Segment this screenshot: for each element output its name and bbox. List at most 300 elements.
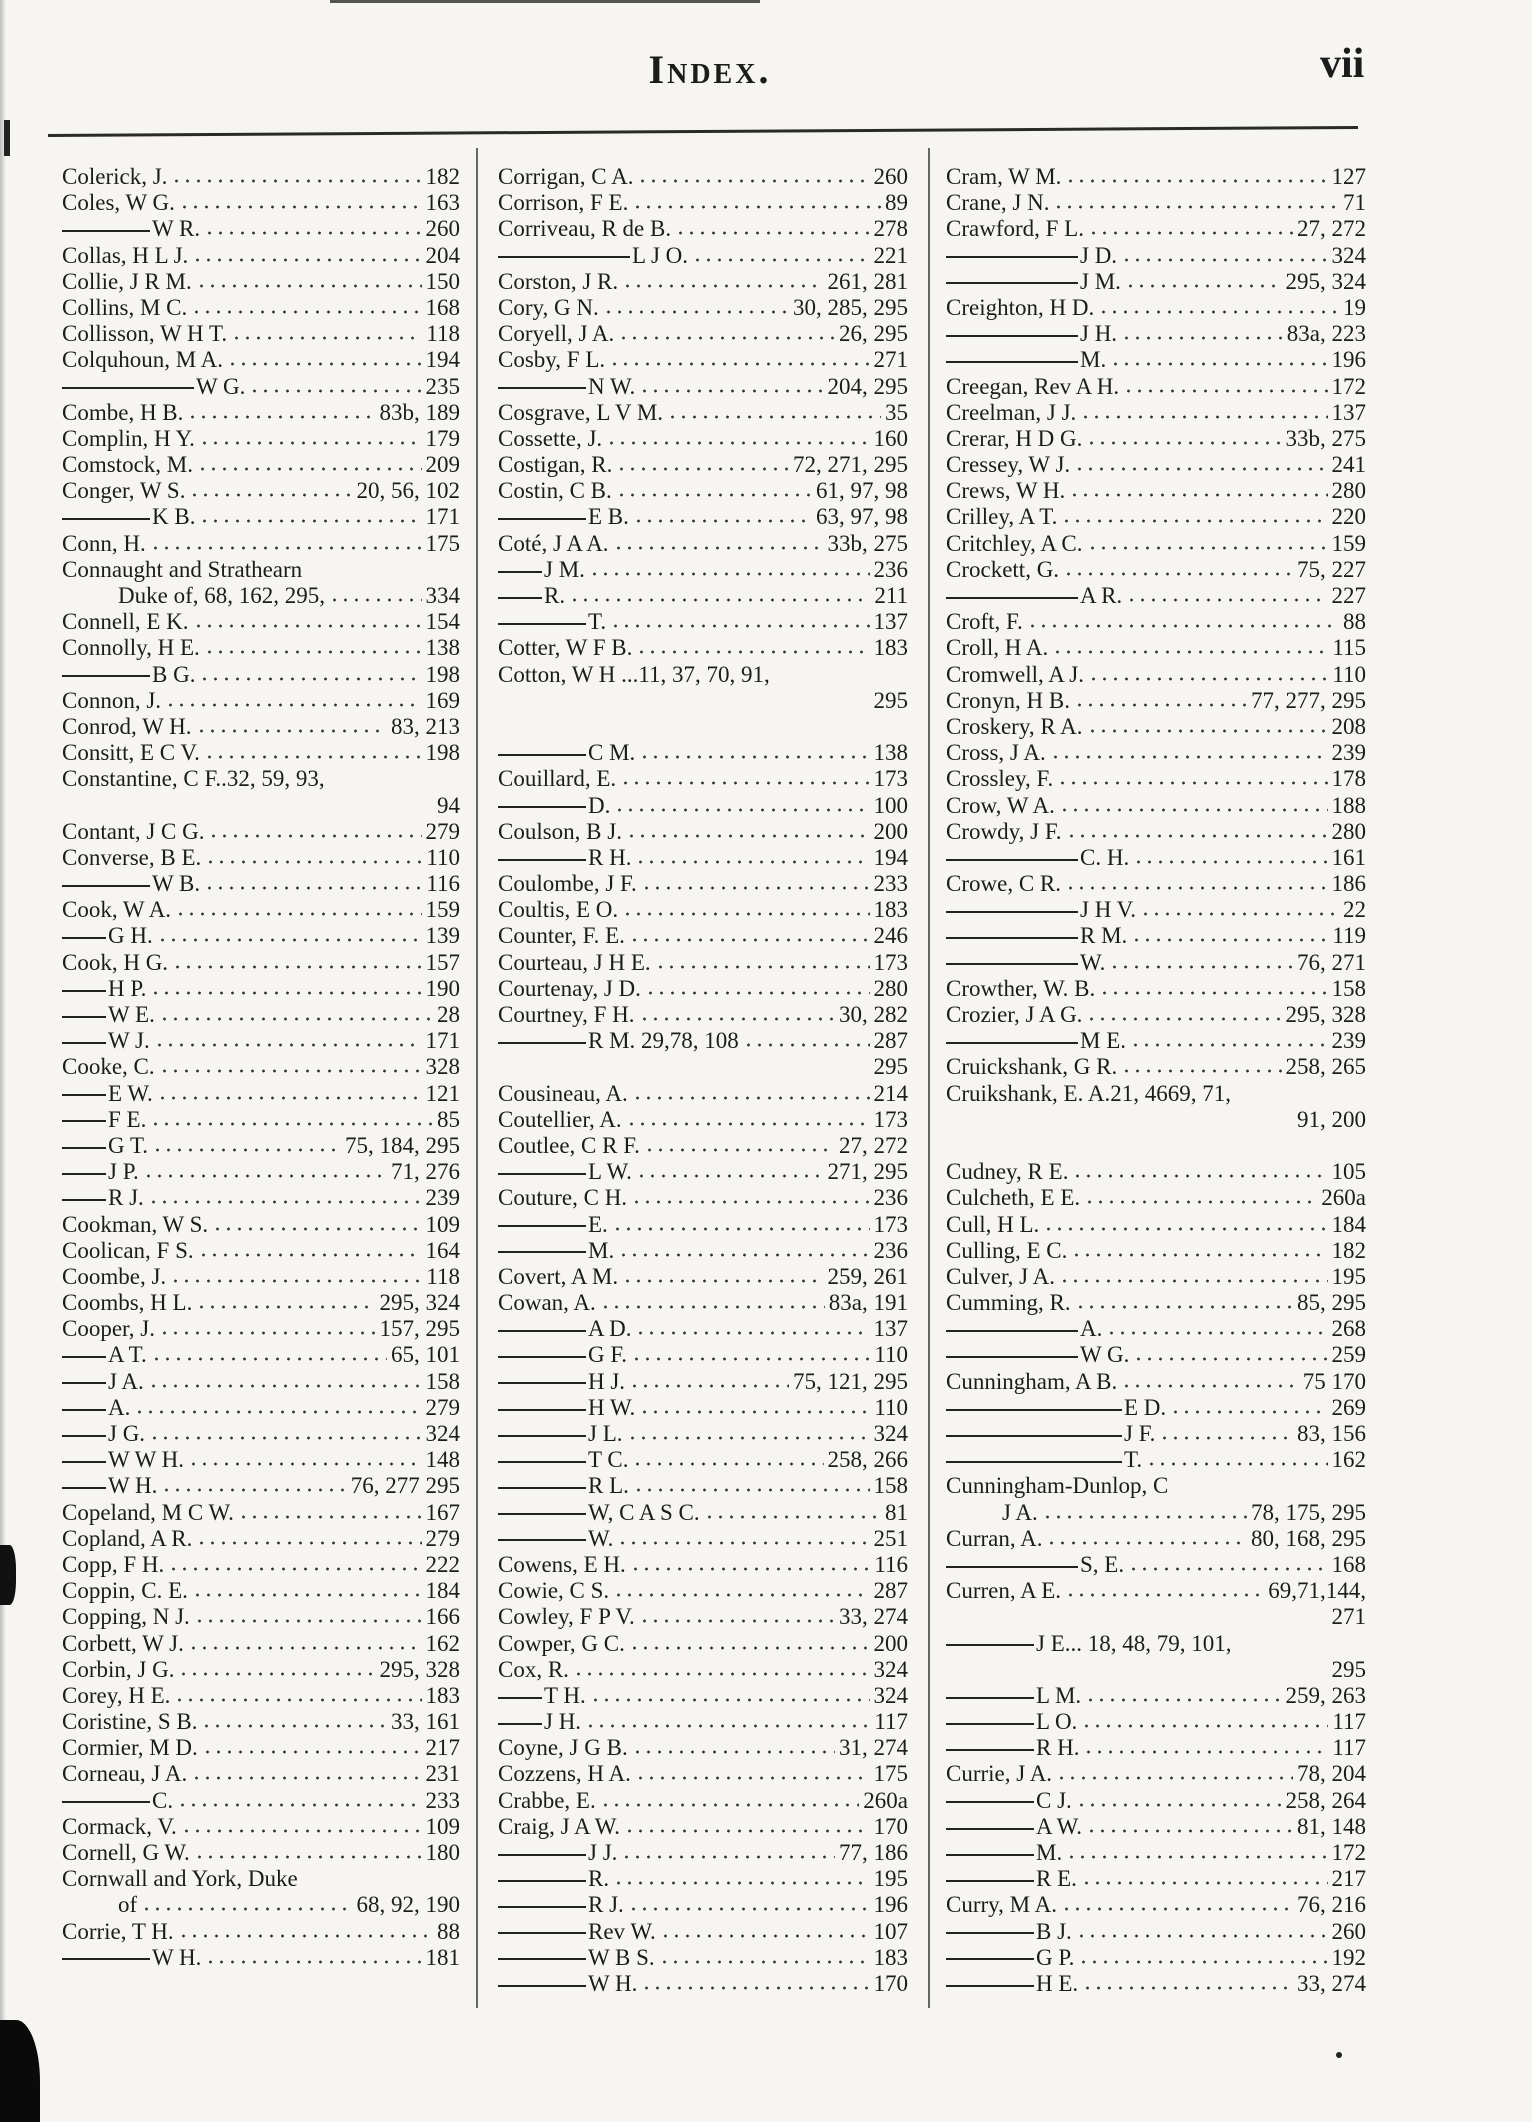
entry-name-text: Courteau, J H E. (498, 949, 651, 975)
entry-name (946, 478, 1065, 504)
index-entry (62, 1185, 460, 1211)
index-entry (946, 269, 1366, 295)
entry-name-text: C. H. (1080, 844, 1130, 870)
entry-name-text: Copp, F H. (62, 1551, 165, 1577)
entry-name (946, 1761, 1052, 1787)
index-entry (498, 793, 908, 819)
index-entry (946, 216, 1366, 242)
leader-dots (660, 1921, 870, 1939)
entry-pages: 170 (873, 1813, 908, 1839)
entry-pages: 83a, 191 (828, 1290, 908, 1316)
entry-pages: 188 (1331, 792, 1366, 818)
leader-dots (618, 323, 835, 341)
entry-pages: 27, 272 (1297, 216, 1366, 242)
leader-dots (157, 1083, 422, 1101)
index-entry (62, 1631, 460, 1657)
leader-dots (585, 1711, 870, 1729)
leader-dots (637, 166, 869, 184)
index-entry (498, 1971, 908, 1997)
index-entry (946, 452, 1366, 478)
leader-dots (704, 1502, 881, 1520)
leader-dots (612, 1214, 870, 1232)
index-entry (498, 557, 908, 583)
entry-name-text: Corston, J R. (498, 268, 619, 294)
leader-dots (143, 1161, 387, 1179)
leader-dots (600, 1292, 825, 1310)
entry-name-text: H J. (588, 1368, 626, 1394)
entry-pages: 324 (873, 1421, 908, 1446)
entry-pages: 110 (874, 1342, 908, 1368)
entry-pages: 172 (1331, 373, 1366, 399)
ditto-dash (946, 963, 1078, 965)
entry-name (62, 504, 195, 530)
index-entry (498, 688, 908, 714)
entry-name (62, 1761, 187, 1787)
entry-name (498, 1421, 623, 1447)
index-entry (62, 1552, 460, 1578)
leader-dots (1170, 1397, 1327, 1415)
index-entry (946, 1761, 1366, 1787)
entry-name (498, 662, 770, 688)
index-entry (946, 347, 1366, 373)
ditto-dash (946, 1644, 1034, 1646)
entry-pages: 280 (873, 975, 908, 1001)
leader-dots (1146, 1449, 1327, 1467)
leader-dots (613, 533, 824, 551)
entry-name-text: A. (108, 1394, 131, 1420)
entry-pages: 33b, 275 (1285, 425, 1366, 451)
entry-pages: 295, 328 (379, 1656, 460, 1682)
entry-pages: 269 (1331, 1394, 1366, 1420)
entry-pages: 233 (425, 1787, 460, 1813)
leader-dots (1072, 1161, 1327, 1179)
index-entry (62, 295, 460, 321)
entry-name (498, 819, 622, 845)
entry-name (498, 609, 606, 635)
entry-pages: 28 (437, 1002, 460, 1027)
leader-dots (177, 1790, 421, 1808)
leader-dots (161, 1475, 346, 1493)
entry-pages: 161 (1331, 844, 1366, 870)
entry-pages: 158 (1331, 975, 1366, 1001)
entry-name-text: Conger, W S. (62, 478, 186, 504)
leader-dots (199, 664, 421, 682)
entry-name (498, 897, 618, 923)
entry-name (498, 1814, 620, 1840)
page-edge-shadow (0, 0, 6, 2122)
entry-pages: 295, 324 (379, 1290, 460, 1316)
entry-name-text: R J. (108, 1185, 144, 1211)
leader-dots (613, 1580, 869, 1598)
entry-name-text: Cowens, E H. (498, 1551, 626, 1577)
ditto-dash (946, 1461, 1122, 1463)
entry-pages: 260 (1331, 1918, 1366, 1944)
entry-name-text: Culver, J A. (946, 1263, 1055, 1289)
index-entry (946, 1840, 1366, 1866)
index-entry (946, 871, 1366, 897)
entry-name (62, 1840, 190, 1866)
ditto-dash (946, 361, 1078, 363)
index-entry (62, 1342, 460, 1368)
index-entry (62, 1735, 460, 1761)
index-entry (62, 1081, 460, 1107)
entry-pages: 171 (425, 504, 460, 530)
entry-pages: 137 (1331, 399, 1366, 425)
entry-pages: 195 (873, 1866, 908, 1892)
index-entry (946, 1369, 1366, 1395)
index-entry (62, 426, 460, 452)
ditto-dash (498, 1356, 586, 1358)
index-entry (946, 478, 1366, 504)
leader-dots (1086, 1004, 1281, 1022)
entry-pages: 162 (1331, 1447, 1366, 1473)
leader-dots (644, 1135, 835, 1153)
ditto-dash (498, 1435, 586, 1437)
index-entry (498, 1892, 908, 1918)
entry-name (498, 583, 565, 609)
index-entry (62, 1814, 460, 1840)
leader-dots (614, 795, 869, 813)
entry-pages: 184 (425, 1578, 460, 1604)
leader-dots (208, 821, 421, 839)
entry-pages: 175 (425, 530, 460, 556)
entry-name (62, 766, 325, 792)
entry-pages: 109 (425, 1813, 460, 1839)
entry-name-text: B G. (152, 661, 196, 687)
entry-pages: 222 (425, 1551, 460, 1577)
entry-name (498, 1631, 625, 1657)
entry-pages: 19 (1343, 294, 1366, 320)
entry-name (498, 1500, 700, 1526)
entry-name-text: Crabbe, E. (498, 1787, 596, 1813)
ditto-dash (498, 1173, 586, 1175)
entry-name-text: Costigan, R. (498, 452, 613, 478)
entry-name (62, 740, 200, 766)
ditto-dash (62, 1356, 106, 1358)
index-entry (62, 1421, 460, 1447)
entry-pages: 209 (425, 452, 460, 478)
entry-name (946, 1238, 1067, 1264)
ditto-dash (946, 1566, 1078, 1568)
entry-name-text: Cowan, A. (498, 1290, 596, 1316)
entry-pages: 110 (426, 844, 460, 870)
index-entry (498, 1761, 908, 1787)
leader-dots (655, 952, 870, 970)
entry-pages: 85, 295 (1297, 1290, 1366, 1316)
entry-pages: 183 (425, 1682, 460, 1708)
leader-dots (639, 742, 869, 760)
entry-name-text: Corbin, J G. (62, 1656, 175, 1682)
index-entry (498, 400, 908, 426)
entry-name-text: Croft, F. (946, 609, 1023, 635)
entry-name (946, 190, 1049, 216)
index-entry (498, 1709, 908, 1735)
leader-dots (1074, 454, 1327, 472)
leader-dots (1081, 1868, 1328, 1886)
entry-name-text: W R. (152, 216, 201, 242)
entry-name-text: Corriveau, R de B. (498, 216, 672, 242)
leader-dots (204, 218, 421, 236)
entry-name (946, 793, 1055, 819)
entry-pages: 33, 274 (1297, 1970, 1366, 1996)
ditto-dash (498, 754, 586, 756)
leader-dots (196, 1292, 375, 1310)
entry-name (498, 295, 599, 321)
entry-name-text: L W. (588, 1159, 632, 1185)
entry-name-text: H E. (1036, 1970, 1079, 1996)
entry-name-text: W B S. (588, 1944, 655, 1970)
entry-name (62, 269, 192, 295)
ditto-dash (946, 1854, 1034, 1856)
entry-pages: 183 (873, 897, 908, 923)
ditto-dash (946, 1749, 1034, 1751)
leader-dots (159, 1318, 376, 1336)
entry-name-text: Coombe, J. (62, 1263, 167, 1289)
ditto-dash (946, 1723, 1034, 1725)
entry-name-text: L M. (1036, 1682, 1082, 1708)
entry-name (498, 1735, 628, 1761)
entry-pages: 118 (426, 321, 460, 347)
entry-name-text: Crossley, F. (946, 766, 1054, 792)
index-entry (62, 400, 460, 426)
leader-dots (659, 1947, 870, 1965)
entry-pages: 183 (873, 1944, 908, 1970)
entry-pages: 236 (873, 556, 908, 582)
leader-dots (194, 1842, 422, 1860)
entry-pages: 200 (873, 1630, 908, 1656)
entry-pages: 105 (1331, 1159, 1366, 1185)
leader-dots (613, 1868, 869, 1886)
entry-pages: 68, 92, 190 (356, 1892, 460, 1918)
index-entry (946, 1814, 1366, 1840)
entry-name (62, 1159, 139, 1185)
entry-name-text: Comstock, M. (62, 452, 193, 478)
index-entry (946, 400, 1366, 426)
entry-name (946, 897, 1136, 923)
entry-name (946, 1473, 1168, 1499)
entry-name-text: J P. (108, 1159, 139, 1185)
index-entry (946, 1395, 1366, 1421)
index-entry (946, 1316, 1366, 1342)
entry-name-text: Conn, H. (62, 530, 146, 556)
entry-pages: 76, 216 (1297, 1892, 1366, 1918)
entry-name-text: Corrigan, C A. (498, 164, 634, 189)
entry-pages: 221 (873, 242, 908, 268)
index-entry (62, 269, 460, 295)
index-entry (62, 662, 460, 688)
leader-dots (175, 899, 421, 917)
entry-name-text: Curran, A. (946, 1525, 1043, 1551)
ditto-dash (62, 1801, 150, 1803)
ditto-dash (498, 623, 586, 625)
leader-dots (573, 1659, 870, 1677)
ditto-dash (62, 1382, 106, 1384)
entry-name-text: Crowdy, J F. (946, 818, 1062, 844)
index-entry (946, 1945, 1366, 1971)
entry-pages: 119 (1332, 923, 1366, 949)
entry-pages: 236 (873, 1185, 908, 1211)
index-entry (946, 1892, 1366, 1918)
entry-name-text: Cumming, R. (946, 1290, 1071, 1316)
entry-name (62, 1002, 155, 1028)
entry-name-text: R. (544, 583, 566, 608)
index-entry (62, 1919, 460, 1945)
leader-dots (188, 1633, 422, 1651)
index-entry (498, 1814, 908, 1840)
index-entry (62, 1945, 460, 1971)
entry-name (498, 1133, 640, 1159)
ditto-dash (498, 1461, 586, 1463)
entry-pages: 295 (873, 1054, 908, 1080)
index-entry (498, 1552, 908, 1578)
entry-name-text: Collie, J R M. (62, 268, 192, 294)
leader-dots (632, 192, 881, 210)
entry-name (946, 1002, 1082, 1028)
entry-name (498, 452, 612, 478)
entry-name-text: W E. (108, 1002, 155, 1027)
leader-dots (1082, 1973, 1293, 1991)
entry-pages: 260 (873, 164, 908, 189)
index-entry (946, 662, 1366, 688)
ditto-dash (946, 1958, 1034, 1960)
index-entry (498, 635, 908, 661)
entry-name (62, 1866, 298, 1892)
index-entry (946, 1212, 1366, 1238)
entry-name (498, 1761, 631, 1787)
index-entry (62, 1212, 460, 1238)
leader-dots (1121, 1056, 1281, 1074)
entry-name (62, 1814, 177, 1840)
entry-name-text: J E... 18, 48, 79, 101, (1036, 1630, 1232, 1656)
entry-name-text: R H. (588, 844, 632, 870)
entry-name-text: Connaught and Strathearn (62, 556, 303, 582)
entry-name (62, 950, 168, 976)
entry-name-text: Couture, C H. (498, 1185, 628, 1211)
entry-name-text: J A. (108, 1368, 144, 1394)
entry-pages: 75, 121, 295 (793, 1368, 908, 1394)
entry-name-text: Crerar, H D G. (946, 425, 1083, 451)
entry-name-text: R J. (588, 1892, 624, 1918)
leader-dots (1084, 1187, 1317, 1205)
entry-pages: 173 (873, 766, 908, 792)
entry-pages: 271 (1331, 1604, 1366, 1630)
leader-dots (621, 1842, 835, 1860)
entry-name (946, 1526, 1042, 1552)
entry-name-text: Critchley, A C. (946, 530, 1083, 556)
entry-name (62, 1892, 137, 1918)
entry-pages: 78, 175, 295 (1251, 1499, 1366, 1525)
entry-name (498, 1526, 613, 1552)
entry-name (946, 1919, 1072, 1945)
entry-name-text: Colquhoun, M A. (62, 347, 224, 373)
entry-name (498, 1866, 609, 1892)
entry-name (62, 1788, 173, 1814)
leader-dots (606, 428, 869, 446)
entry-name-text: Cotter, W F B. (498, 635, 633, 661)
entry-name (498, 1552, 626, 1578)
index-entry (498, 1238, 908, 1264)
entry-name-text: Cory, G N. (498, 294, 599, 320)
entry-pages: 241 (1331, 452, 1366, 478)
index-entry (498, 1342, 908, 1368)
entry-name-text: Cormack, V. (62, 1813, 177, 1839)
entry-name (946, 452, 1070, 478)
leader-dots (1128, 1554, 1327, 1572)
ditto-dash (946, 1042, 1078, 1044)
entry-name (498, 1919, 656, 1945)
leader-dots (181, 1816, 422, 1834)
entry-name-text: Corbett, W J. (62, 1630, 184, 1656)
ditto-dash (498, 1958, 586, 1960)
entry-pages: 179 (425, 425, 460, 451)
entry-name (62, 1316, 155, 1342)
entry-pages: 118 (426, 1263, 460, 1289)
index-entry (62, 1054, 460, 1080)
leader-dots (178, 1659, 375, 1677)
leader-dots (1130, 1030, 1328, 1048)
entry-name-text: Cunningham-Dunlop, C (946, 1473, 1169, 1499)
leader-dots (1046, 1528, 1247, 1546)
ditto-dash (62, 1199, 106, 1201)
leader-dots (1106, 1318, 1327, 1336)
entry-name (498, 1395, 635, 1421)
index-entry (946, 740, 1366, 766)
entry-name (62, 190, 175, 216)
entry-name-text: Crawford, F L. (946, 216, 1084, 242)
entry-name-text: Connon, J. (62, 687, 162, 713)
entry-name (946, 766, 1053, 792)
leader-dots (1076, 1790, 1282, 1808)
index-entry (498, 1526, 908, 1552)
entry-name-text: Cowley, F P V. (498, 1604, 635, 1630)
leader-dots (950, 1659, 1328, 1677)
entry-name-text: Courtenay, J D. (498, 975, 641, 1001)
entry-name (62, 1473, 157, 1499)
entry-name-text: Cruikshank, E. A.21, 4669, 71, (946, 1080, 1231, 1106)
entry-name-text: Coutlee, C R F. (498, 1132, 640, 1158)
leader-dots (171, 166, 421, 184)
leader-dots (1126, 585, 1327, 603)
entry-pages: 182 (1331, 1237, 1366, 1263)
index-entry (946, 1683, 1366, 1709)
index-entry (62, 950, 460, 976)
entry-pages: 260a (1321, 1185, 1366, 1211)
entry-name-text: W, C A S C. (588, 1499, 700, 1525)
leader-dots (622, 1266, 823, 1284)
index-entry (498, 662, 908, 688)
index-entry (498, 766, 908, 792)
entry-name-text: M E. (1080, 1028, 1126, 1054)
entry-name-text: Cowper, G C. (498, 1630, 625, 1656)
entry-name (946, 374, 1119, 400)
entry-name (946, 1290, 1071, 1316)
entry-name-text: Cunningham, A B. (946, 1368, 1118, 1394)
ditto-dash (946, 1409, 1122, 1411)
entry-name (498, 531, 609, 557)
entry-pages: 109 (425, 1211, 460, 1237)
entry-pages: 196 (1331, 347, 1366, 373)
index-entry (946, 1788, 1366, 1814)
index-entry (498, 1473, 908, 1499)
ditto-dash (946, 1330, 1078, 1332)
leader-dots (1053, 192, 1339, 210)
entry-name-text: Croskery, R A. (946, 713, 1083, 739)
ditto-dash (498, 1225, 586, 1227)
entry-pages: 158 (425, 1368, 460, 1394)
entry-name-text: L J O. (632, 242, 689, 268)
entry-pages: 117 (1332, 1735, 1366, 1761)
leader-dots (1235, 1083, 1362, 1101)
